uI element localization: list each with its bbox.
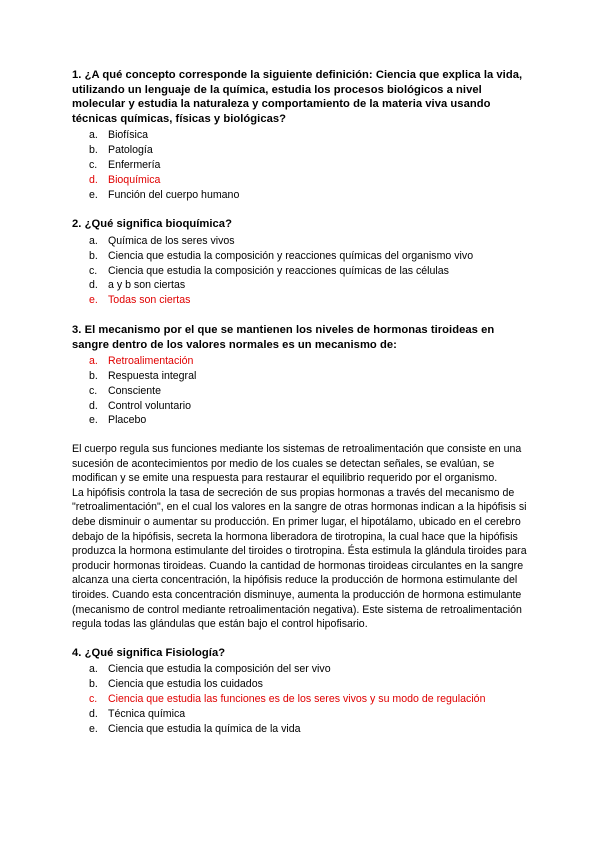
question-text: 3. El mecanismo por el que se mantienen los niveles de hormonas tiroideas en sangre dentro de los valores normales es un mecanismo de: — [72, 323, 495, 351]
option-b: b. Patología — [89, 144, 153, 157]
option-c-correct: c. Ciencia que estudia las funciones es de los seres vivos y su modo de regulación — [89, 693, 486, 706]
option-d-correct: d. Bioquímica — [89, 173, 161, 186]
option-a-correct: a. Retroalimentación — [89, 355, 194, 368]
question-text: 2. ¿Qué significa bioquímica? — [72, 218, 232, 231]
question-4 — [72, 646, 532, 737]
option-e: e. Ciencia que estudia la química de la vida — [89, 722, 301, 735]
answer-options — [72, 354, 532, 428]
option-b: b. Ciencia que estudia los cuidados — [89, 678, 263, 691]
option-c: c. Consciente — [89, 384, 161, 397]
answer-options — [72, 662, 532, 736]
option-d: d. Control voluntario — [89, 399, 192, 412]
question-text: 4. ¿Qué significa Fisiología? — [72, 646, 226, 659]
question-1 — [72, 68, 532, 202]
question-text: 1. ¿A qué concepto corresponde la siguiente definición: Ciencia que explica la vida, utilizando un lenguaje de la química, estudia los procesos biológicos a nivel molecular y estudia la naturaleza y comportamiento de la materia viva usando técnicas químicas, físicas y biológicas? — [72, 69, 523, 125]
question-3 — [72, 323, 532, 428]
answer-options — [72, 234, 532, 308]
option-d: d. Técnica química — [89, 707, 186, 720]
document-page — [72, 68, 532, 749]
option-a: a. Química de los seres vivos — [89, 234, 235, 247]
option-b: b. Ciencia que estudia la composición y reacciones químicas del organismo vivo — [89, 249, 474, 262]
option-e: e. Función del cuerpo humano — [89, 188, 240, 201]
option-e: e. Placebo — [89, 414, 147, 427]
option-c: c. Ciencia que estudia la composición y reacciones químicas de las células — [89, 264, 449, 277]
explanation-paragraph-2: La hipófisis controla la tasa de secreción de sus propias hormonas a través del mecanismo de "retroalimentación", en el cual los valores en la sangre de otras hormonas indican a la hipófisis si debe disminuir o aumentar su producción. En primer lugar, el hipotálamo, ubicado en el cerebro debajo de la hipófisis, secreta la hormona liberadora de tirotropina, la cual hace que la hipófisis produzca la hormona estimulante del tiroides o tirotropina. Ésta estimula la glándula tiroides para producir hormonas tiroideas. Cuando la cantidad de hormonas tiroideas circulantes en la sangre alcanza una cierta concentración, la hipófisis reduce la producción de hormona estimulante del tiroides. Cuando esta concentración disminuye, aumenta la producción de hormona estimulante (mecanismo de control mediante retroalimentación negativa). Este sistema de retroalimentación regula todas las glándulas que están bajo el control hipofisario. — [72, 486, 527, 631]
option-a: a. Ciencia que estudia la composición del ser vivo — [89, 663, 331, 676]
option-c: c. Enfermería — [89, 158, 161, 171]
question-2 — [72, 217, 532, 308]
option-e-correct: e. Todas son ciertas — [89, 294, 191, 307]
explanation — [72, 442, 532, 632]
explanation-paragraph-1: El cuerpo regula sus funciones mediante los sistemas de retroalimentación que consiste en una sucesión de acontecimientos por medio de los cuales se detectan señales, se evalúan, se modifican y se emite una respuesta para restaurar el equilibrio requerido por el organismo. — [72, 443, 522, 485]
option-a: a. Biofísica — [89, 129, 149, 142]
answer-options — [72, 128, 532, 202]
option-d: d. a y b son ciertas — [89, 279, 186, 292]
option-b: b. Respuesta integral — [89, 369, 197, 382]
